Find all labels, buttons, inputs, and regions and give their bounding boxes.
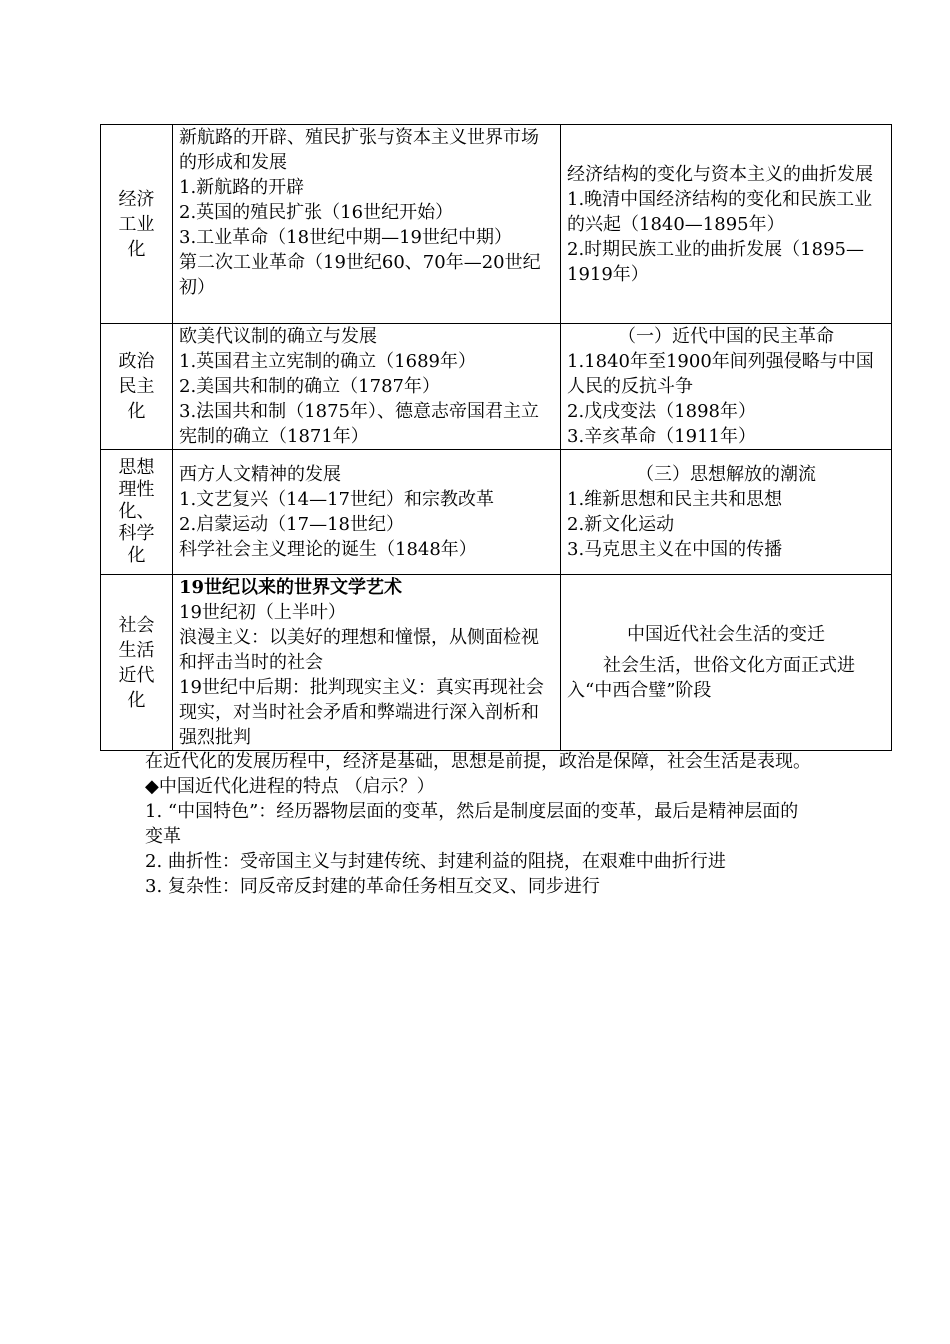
features-heading: ◆中国近代化进程的特点 （启示？） (145, 776, 435, 797)
world-heading: 19世纪以来的世界文学艺术 (179, 577, 403, 598)
world-item: 2.英国的殖民扩张（16世纪开始） (179, 202, 454, 223)
world-item: 19世纪中后期：批判现实主义：真实再现社会现实，对当时社会矛盾和弊端进行深入剖析和强烈批判 (179, 677, 544, 748)
china-heading: （三）思想解放的潮流 (636, 464, 816, 485)
world-item: 1.新航路的开辟 (179, 177, 305, 198)
modernization-table (100, 124, 892, 751)
table-row-economy (101, 125, 892, 324)
row-label-politics (101, 324, 173, 450)
china-item: 3.马克思主义在中国的传播 (567, 539, 783, 560)
table-row-thought (101, 450, 892, 575)
row-label-society (101, 575, 173, 751)
world-heading: 西方人文精神的发展 (179, 464, 341, 485)
world-cell-economy (173, 125, 561, 324)
china-item: 2.新文化运动 (567, 514, 675, 535)
row-label-text: 政治 民主 化 (118, 351, 155, 422)
china-cell-thought (561, 450, 892, 575)
china-item: 1.1840年至1900年间列强侵略与中国人民的反抗斗争 (567, 351, 874, 397)
world-cell-society (173, 575, 561, 751)
china-heading: 中国近代社会生活的变迁 (627, 624, 825, 645)
row-label-economy (101, 125, 173, 324)
table-row-society (101, 575, 892, 751)
summary-text: 在近代化的发展历程中，经济是基础，思想是前提，政治是保障，社会生活是表现。 (145, 751, 811, 772)
table-row-politics (101, 324, 892, 450)
row-label-text: 经济 工业 化 (118, 188, 155, 260)
world-heading: 新航路的开辟、殖民扩张与资本主义世界市场的形成和发展 (179, 127, 539, 173)
china-item: 2.时期民族工业的曲折发展（1895—1919年） (567, 238, 864, 285)
china-item: 3.辛亥革命（1911年） (567, 426, 756, 447)
world-item: 1.文艺复兴（14—17世纪）和宗教改革 (179, 489, 494, 510)
china-item: 1.维新思想和民主共和思想 (567, 489, 783, 510)
china-item: 1.晚清中国经济结构的变化和民族工业的兴起（1840—1895年） (567, 188, 873, 235)
world-item: 第二次工业革命（19世纪60、70年—20世纪初） (179, 252, 541, 298)
feature-point: 2. 曲折性：受帝国主义与封建传统、封建利益的阻挠，在艰难中曲折行进 (145, 851, 726, 872)
row-label-text: 社会 生活 近代 化 (118, 614, 155, 711)
world-item: 科学社会主义理论的诞生（1848年） (179, 539, 477, 560)
world-item: 3.法国共和制（1875年）、德意志帝国君主立宪制的确立（1871年） (179, 401, 539, 447)
china-cell-politics (561, 324, 892, 450)
china-item: 社会生活，世俗文化方面正式进入“中西合璧”阶段 (567, 655, 855, 701)
world-item: 2.启蒙运动（17—18世纪） (179, 514, 404, 535)
row-label-text: 思想 理性 化、 科学 化 (118, 457, 155, 566)
world-item: 浪漫主义：以美好的理想和憧憬，从侧面检视和抨击当时的社会 (179, 627, 539, 673)
china-heading: （一）近代中国的民主革命 (618, 326, 834, 347)
world-cell-politics (173, 324, 561, 450)
world-heading: 欧美代议制的确立与发展 (179, 326, 377, 347)
world-cell-thought (173, 450, 561, 575)
china-cell-economy (561, 125, 892, 324)
row-label-thought (101, 450, 173, 575)
feature-point: 3. 复杂性：同反帝反封建的革命任务相互交叉、同步进行 (145, 876, 600, 897)
china-cell-society (561, 575, 892, 751)
china-item: 2.戊戌变法（1898年） (567, 401, 756, 422)
china-heading: 经济结构的变化与资本主义的曲折发展 (567, 163, 873, 185)
feature-point: 1. “中国特色”：经历器物层面的变革，然后是制度层面的变革，最后是精神层面的变革 (145, 801, 799, 847)
world-item: 2.美国共和制的确立（1787年） (179, 376, 440, 397)
world-item: 1.英国君主立宪制的确立（1689年） (179, 351, 476, 372)
world-item: 3.工业革命（18世纪中期—19世纪中期） (179, 227, 512, 248)
world-item: 19世纪初（上半叶） (179, 602, 346, 623)
notes-section (145, 749, 815, 899)
